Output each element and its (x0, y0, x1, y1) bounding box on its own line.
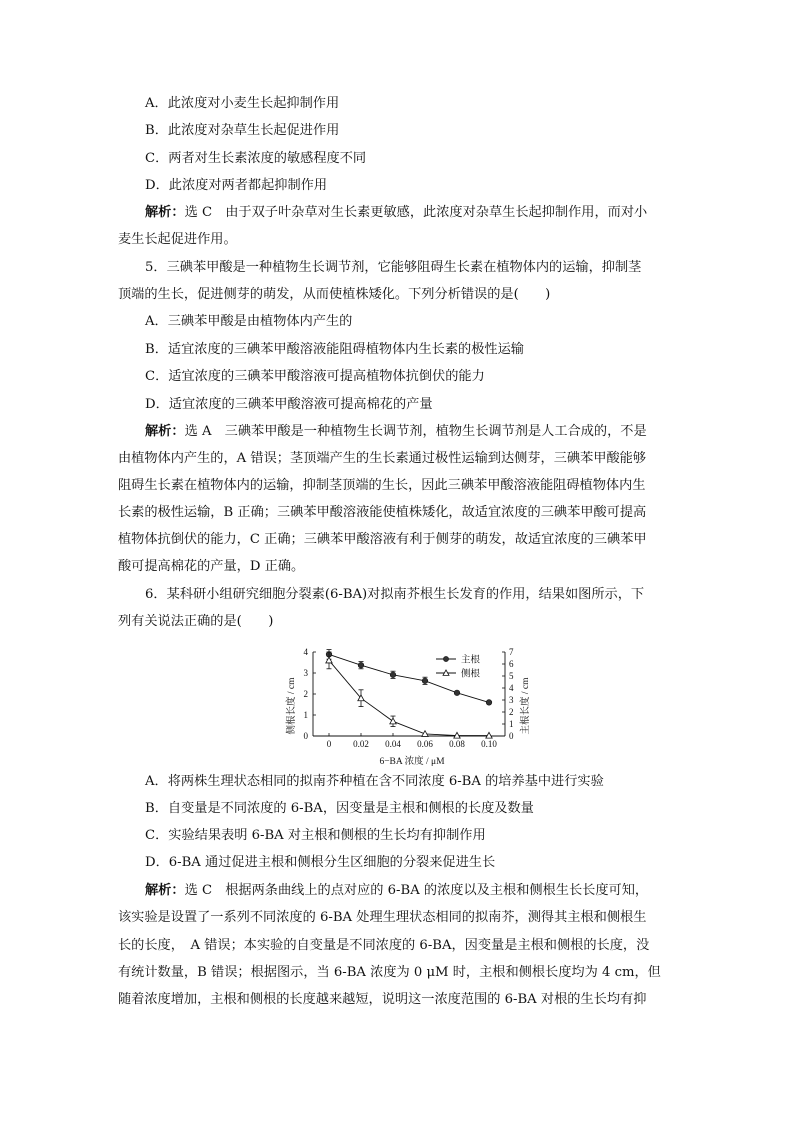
q5-answer-line-3: 阻碍生长素在植物体内的运输，抑制茎顶端的生长，因此三碘苯甲酸溶液能阻碍植物体内生 (118, 478, 646, 493)
q6-stem-line-1: 6．某科研小组研究细胞分裂素(6-BA)对拟南芥根生长发育的作用，结果如图所示，下 (145, 587, 645, 602)
answer-label: 解析： (145, 883, 185, 898)
q4-option-a: A．此浓度对小麦生长起抑制作用 (145, 96, 340, 111)
q6-answer-line-4: 有统计数量，B 错误；根据图示，当 6-BA 浓度为 0 μM 时，主根和侧根长度均为 4 cm，但 (118, 965, 661, 980)
legend-label-lateral-root: 侧根 (461, 669, 481, 680)
answer-text: 选 A 三碘苯甲酸是一种植物生长调节剂，植物生长调节剂是人工合成的，不是 (184, 424, 647, 439)
q5-option-d: D．适宜浓度的三碘苯甲酸溶液可提高棉花的产量 (145, 397, 433, 412)
y-right-tick-label: 3 (509, 695, 514, 705)
x-tick-label: 0.10 (481, 739, 497, 749)
y-left-tick-label: 3 (303, 668, 308, 678)
answer-text: 选 C 根据两条曲线上的点对应的 6-BA 的浓度以及主根和侧根生长长度可知， (184, 883, 649, 898)
q6-answer-line-1 (145, 882, 648, 900)
x-tick-label: 0.04 (385, 739, 401, 749)
q5-answer-line-2: 由植物体内产生的，A 错误；茎顶端产生的生长素通过极性运输到达侧芽，三碘苯甲酸能够 (118, 451, 647, 466)
data-point-main-root (358, 662, 364, 668)
data-point-main-root (454, 690, 460, 696)
root-length-chart (268, 640, 531, 768)
y-axis-right-label: 主根长度 / cm (521, 677, 531, 735)
q6-answer-line-3: 长的长度， A 错误；本实验的自变量是不同浓度的 6-BA，因变量是主根和侧根的长度，没 (118, 938, 650, 953)
y-right-tick-label: 2 (509, 707, 514, 717)
legend-label-main-root: 主根 (461, 655, 481, 666)
y-left-tick-label: 4 (303, 647, 308, 657)
y-left-tick-label: 0 (303, 731, 308, 741)
y-right-tick-label: 4 (509, 683, 514, 693)
q4-option-d: D．此浓度对两者都起抑制作用 (145, 178, 328, 193)
q5-stem-line-2: 顶端的生长，促进侧芽的萌发，从而使植株矮化。下列分析错误的是( ) (118, 287, 551, 302)
q6-option-a: A．将两株生理状态相同的拟南芥种植在含不同浓度 6-BA 的培养基中进行实验 (145, 774, 604, 789)
q6-stem-line-2: 列有关说法正确的是( ) (118, 614, 274, 629)
q5-option-a: A．三碘苯甲酸是由植物体内产生的 (145, 314, 353, 329)
data-point-lateral-root (326, 657, 332, 663)
q4-answer-line-2: 麦生长起促进作用。 (118, 232, 237, 247)
x-tick-label: 0.02 (353, 739, 369, 749)
data-point-lateral-root (390, 718, 396, 724)
y-right-tick-label: 7 (509, 647, 514, 657)
y-right-tick-label: 0 (509, 731, 514, 741)
data-point-main-root (486, 700, 492, 706)
q6-answer-line-5: 随着浓度增加，主根和侧根的长度越来越短，说明这一浓度范围的 6-BA 对根的生长均有抑 (118, 992, 647, 1007)
q5-answer-line-5: 植物体抗倒伏的能力，C 正确；三碘苯甲酸溶液有利于侧芽的萌发，故适宜浓度的三碘苯甲 (118, 532, 647, 547)
y-right-tick-label: 1 (509, 719, 514, 729)
x-tick-label: 0.08 (449, 739, 465, 749)
x-tick-label: 0.06 (417, 739, 433, 749)
data-point-main-root (422, 678, 428, 684)
y-left-tick-label: 2 (303, 689, 308, 699)
legend-marker-main-root (443, 656, 448, 661)
chart-axes (304, 647, 515, 749)
x-axis-label: 6−BA 浓度 / μM (379, 757, 445, 767)
q5-answer-line-6: 酸可提高棉花的产量，D 正确。 (118, 559, 305, 574)
answer-label: 解析： (145, 424, 185, 439)
q4-answer-line-1 (145, 204, 647, 222)
answer-label: 解析： (145, 205, 185, 220)
y-right-tick-label: 5 (509, 671, 514, 681)
q5-option-c: C．适宜浓度的三碘苯甲酸溶液可提高植物体抗倒伏的能力 (145, 369, 485, 384)
q6-option-d: D．6-BA 通过促进主根和侧根分生区细胞的分裂来促进生长 (145, 855, 496, 870)
q5-answer-line-1 (145, 423, 647, 441)
q5-stem-line-1: 5．三碘苯甲酸是一种植物生长调节剂，它能够阻碍生长素在植物体内的运输，抑制茎 (145, 260, 642, 275)
y-right-tick-label: 6 (509, 659, 514, 669)
q4-option-c: C．两者对生长素浓度的敏感程度不同 (145, 151, 367, 166)
data-point-main-root (390, 672, 396, 678)
y-left-tick-label: 1 (303, 710, 308, 720)
q6-option-b: B．自变量是不同浓度的 6-BA，因变量是主根和侧根的长度及数量 (145, 801, 534, 816)
q5-option-b: B．适宜浓度的三碘苯甲酸溶液能阻碍植物体内生长素的极性运输 (145, 342, 524, 357)
q5-answer-line-4: 长素的极性运输，B 正确；三碘苯甲酸溶液能使植株矮化，故适宜浓度的三碘苯甲酸可提高 (118, 505, 647, 520)
q6-option-c: C．实验结果表明 6-BA 对主根和侧根的生长均有抑制作用 (145, 828, 486, 843)
x-tick-label: 0 (326, 739, 332, 749)
q6-answer-line-2: 该实验是设置了一系列不同浓度的 6-BA 处理生理状态相同的拟南芥，测得其主根和侧根生 (118, 910, 647, 925)
q4-option-b: B．此浓度对杂草生长起促进作用 (145, 123, 340, 138)
answer-text: 选 C 由于双子叶杂草对生长素更敏感，此浓度对杂草生长起抑制作用，而对小 (184, 205, 648, 220)
y-axis-left-label: 侧根长度 / cm (287, 677, 297, 735)
